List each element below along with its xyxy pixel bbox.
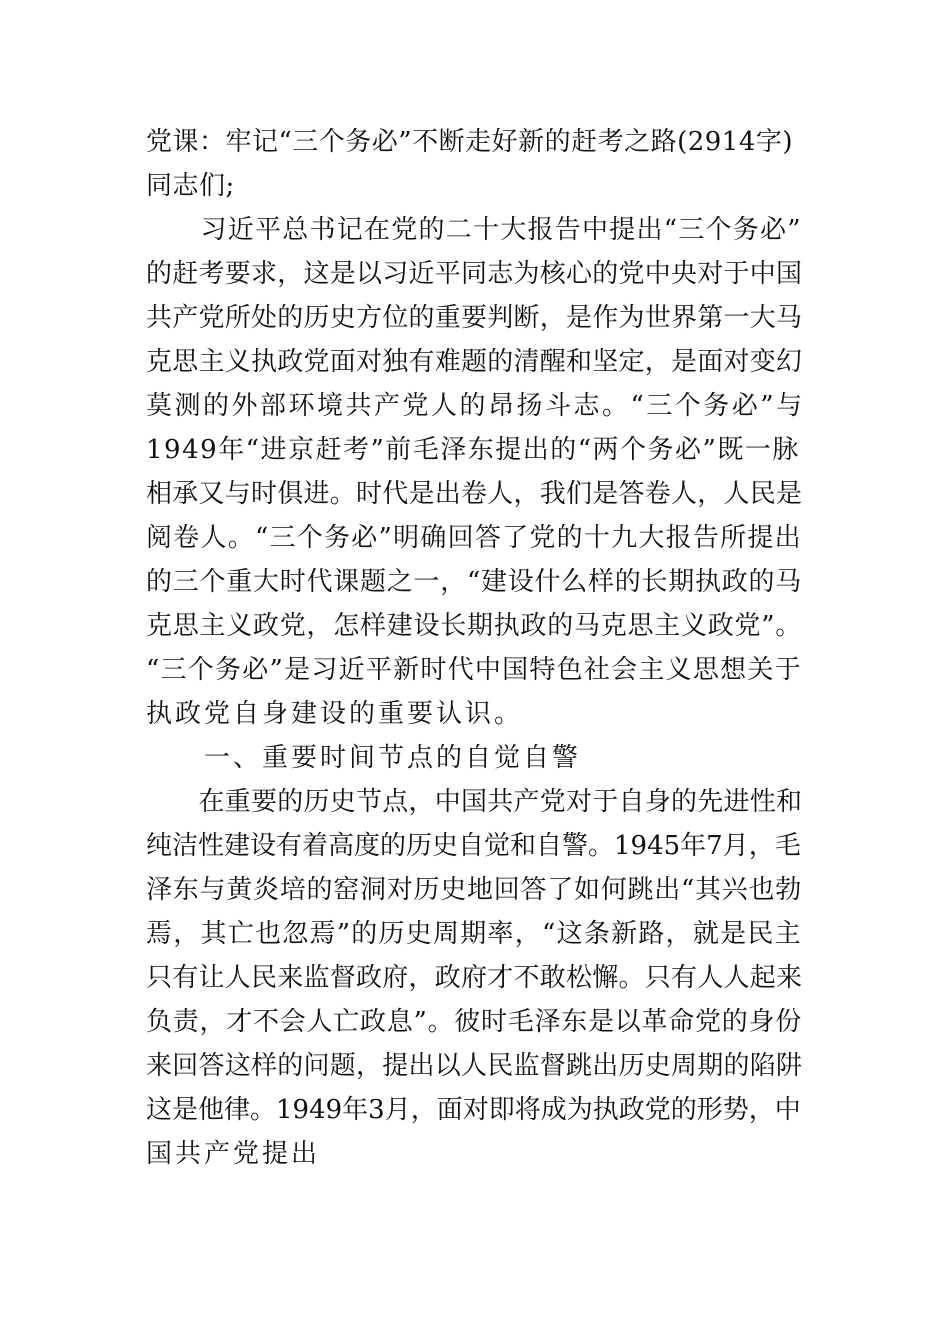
- paragraph-line: 克思主义政党，怎样建设长期执政的马克思主义政党”。: [146, 611, 803, 641]
- document-title: 党课：牢记“三个务必”不断走好新的赶考之路(2914字): [146, 127, 794, 157]
- paragraph-line: 的赶考要求，这是以习近平同志为核心的党中央对于中国: [146, 259, 803, 289]
- paragraph-line: 1949年“进京赶考”前毛泽东提出的“两个务必”既一脉: [146, 435, 800, 465]
- paragraph-line: 习近平总书记在党的二十大报告中提出“三个务必”: [146, 215, 802, 245]
- salutation: 同志们;: [146, 171, 235, 201]
- paragraph-line: 这是他律。1949年3月，面对即将成为执政党的形势，中: [146, 1095, 801, 1125]
- paragraph-line: 的三个重大时代课题之一，“建设什么样的长期执政的马: [146, 567, 803, 597]
- section-heading: 一、重要时间节点的自觉自警: [146, 743, 582, 773]
- paragraph-line: 负责，才不会人亡政息”。彼时毛泽东是以革命党的身份: [146, 1007, 803, 1037]
- paragraph-line: 莫测的外部环境共产党人的昂扬斗志。“三个务必”与: [146, 391, 805, 421]
- paragraph-line: 相承又与时俱进。时代是出卷人，我们是答卷人，人民是: [146, 479, 803, 509]
- paragraph-line: 泽东与黄炎培的窑洞对历史地回答了如何跳出“其兴也勃: [146, 875, 803, 905]
- paragraph-line: 克思主义执政党面对独有难题的清醒和坚定，是面对变幻: [146, 347, 803, 377]
- paragraph-line: 纯洁性建设有着高度的历史自觉和自警。1945年7月，毛: [146, 831, 801, 861]
- paragraph-line: 国共产党提出: [146, 1139, 321, 1169]
- paragraph-line: 共产党所处的历史方位的重要判断，是作为世界第一大马: [146, 303, 803, 333]
- paragraph-line: 只有让人民来监督政府，政府才不敢松懈。只有人人起来: [146, 963, 803, 993]
- paragraph-line: “三个务必”是习近平新时代中国特色社会主义思想关于: [146, 655, 802, 685]
- paragraph-line: 阅卷人。“三个务必”明确回答了党的十九大报告所提出: [146, 523, 802, 553]
- paragraph-line: 执政党自身建设的重要认识。: [146, 699, 524, 729]
- paragraph-line: 来回答这样的问题，提出以人民监督跳出历史周期的陷阱: [146, 1051, 803, 1081]
- paragraph-line: 焉，其亡也忽焉”的历史周期率，“这条新路，就是民主: [146, 919, 802, 949]
- paragraph-line: 在重要的历史节点，中国共产党对于自身的先进性和: [146, 787, 803, 817]
